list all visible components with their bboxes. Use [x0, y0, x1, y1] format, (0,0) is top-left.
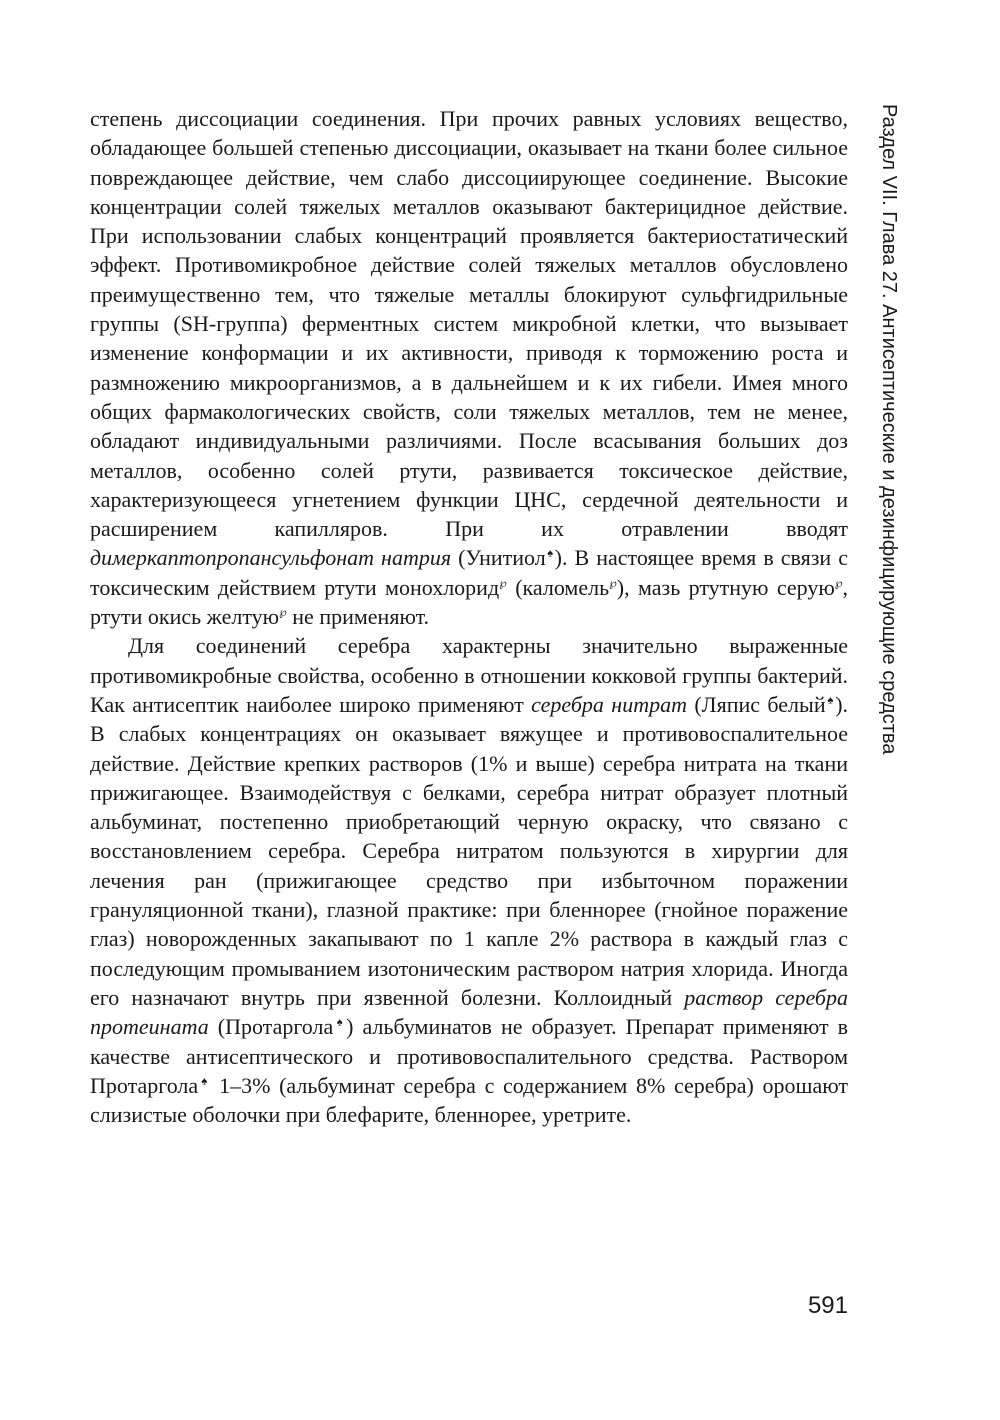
text-segment: (Унитиол [451, 545, 546, 571]
page-number: 591 [807, 1292, 848, 1319]
registered-mark-icon: ♠ [825, 694, 836, 707]
registered-mark-icon: ♠ [333, 1016, 347, 1029]
text-segment: (каломель [506, 574, 610, 600]
text-segment: ). В слабых концентрациях он оказывает вяжущее и противовоспалительное действие. Действие крепких растворов (1% и выше) серебра нитрата на ткани прижигающее. Взаимодействуя с белками, серебра нитрат образует плотный альбуминат, постепенно приобретающий черную окраску, что связано с восстановлением серебра. Серебра нитратом пользуются в хирургии для лечения ран (прижигающее средство при избыточном поражении грануляционной ткани), глазной практике: при бленнорее (гнойное поражение глаз) новорожденных закапывают по 1 капле 2% раствора в каждый глаз с последующим промыванием изотоническим раствором натрия хлорида. Иногда его назначают внутрь при язвенной болезни. Коллоидный [90, 691, 849, 1010]
text-segment: не применяют. [286, 604, 430, 630]
registered-mark-icon: ♠ [198, 1075, 211, 1088]
drug-name-unithiol: димеркаптопропансульфонат натрия [90, 545, 452, 571]
text-segment: ), мазь ртутную серую [616, 574, 835, 600]
text-segment: (Ляпис белый [686, 691, 826, 717]
drug-name-silver-nitrate: серебра нитрат [531, 691, 687, 717]
running-head: Раздел VII. Глава 27. Антисептические и дезинфицирующие средства [878, 104, 900, 755]
text-segment: степень диссоциации соединения. При прочих равных условиях вещество, обладающее большей степенью диссоциации, оказывает на ткани более сильное повреждающее действие, чем слабо диссоциирующее соединение. Высокие концентрации солей тяжелых металлов оказывают бактерицидное действие. При использовании слабых концентраций проявляется бактериостатический эффект. Противомикробное действие солей тяжелых металлов обусловлено преимущественно тем, что тяжелые металлы блокируют сульфгидрильные группы (SH-группа) ферментных систем микробной клетки, что вызывает изменение конформации и их активности, приводя к торможению роста и размножению микроорганизмов, а в дальнейшем и к их гибели. Имея много общих фармакологических свойств, соли тяжелых металлов, тем не менее, обладают индивидуальными различиями. После всасывания больших доз металлов, особенно солей ртути, развивается токсическое действие, характеризующееся угнетением функции ЦНС, сердечной деятельности и расширением капилляров. При их отравлении вводят [90, 106, 848, 542]
excluded-mark-icon: ℘ [609, 577, 617, 590]
paragraph-heavy-metals [90, 104, 848, 631]
text-segment: (Протаргола [208, 1014, 334, 1040]
page-body [90, 104, 848, 1129]
text-segment: Для соединений серебра характерны значительно выраженные противомикробные свойства, особенно в отношении кокковой группы бактерий. Как антисептик наиболее широко применяют [90, 633, 848, 717]
excluded-mark-icon: ℘ [499, 577, 507, 590]
paragraph-silver-compounds [90, 631, 848, 1129]
text-segment: 1–3% (альбуминат серебра с содержанием 8% серебра) орошают слизистые оболочки при блефарите, бленнорее, уретрите. [90, 1072, 848, 1128]
text-segment: ). В настоящее время в связи с токсическим действием ртути монохлорид [90, 545, 849, 600]
drug-name-silver-proteinate: раствор серебра протеината [90, 984, 848, 1040]
text-segment: , ртути окись желтую [90, 574, 848, 630]
text-segment: ) альбуминатов не образует. Препарат применяют в качестве антисептического и противовоспалительного средства. Раствором Протаргола [90, 1014, 849, 1098]
registered-mark-icon: ♠ [545, 548, 555, 561]
excluded-mark-icon: ℘ [834, 577, 843, 590]
excluded-mark-icon: ℘ [279, 606, 287, 619]
